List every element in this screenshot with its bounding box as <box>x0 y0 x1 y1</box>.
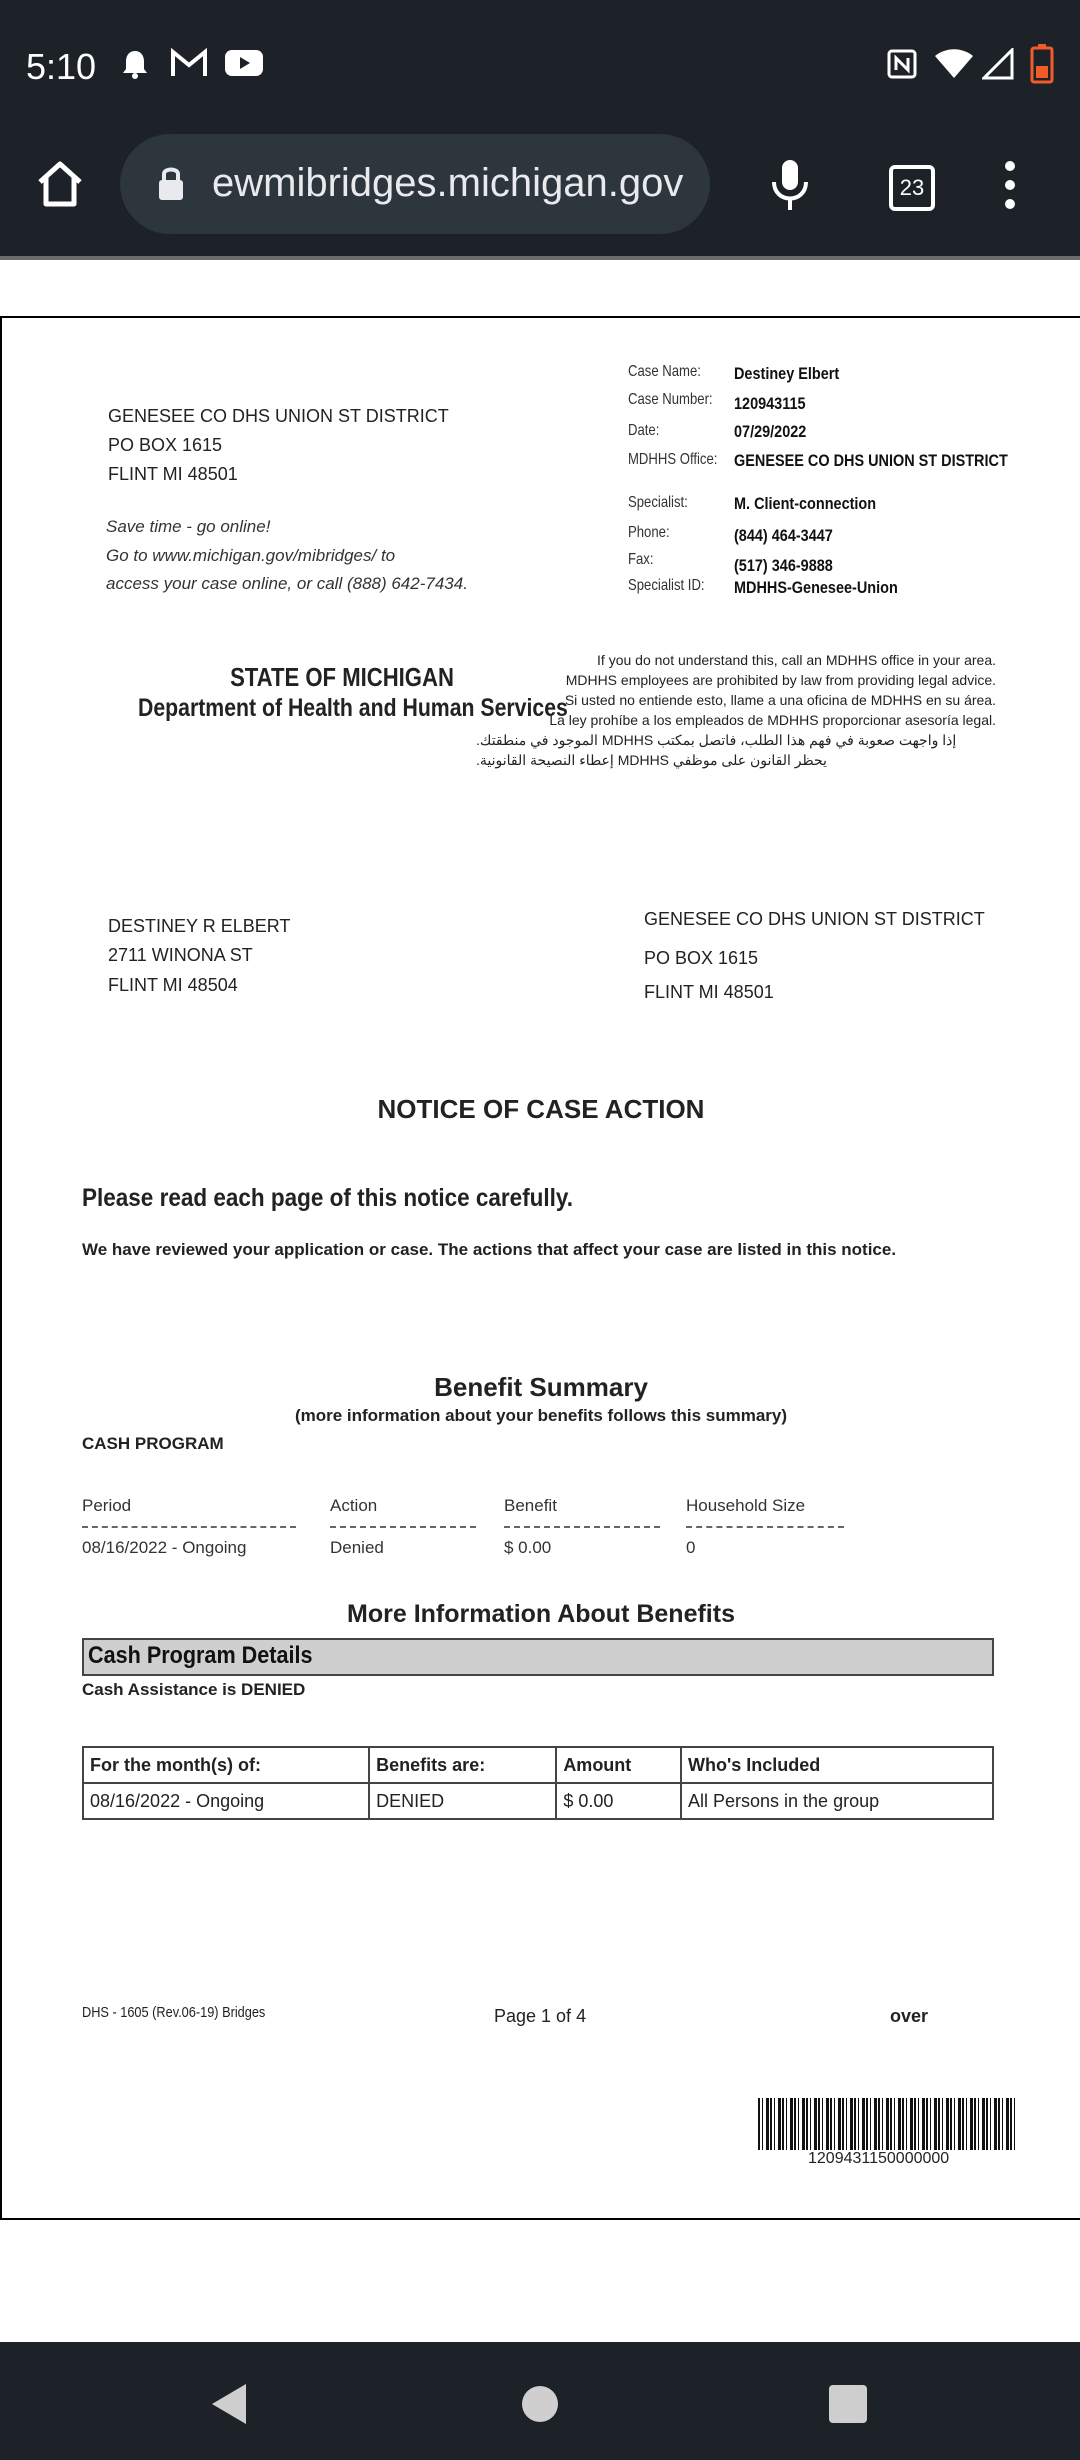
reviewed-note: We have reviewed your application or case. The actions that affect your case are listed in this notice. <box>82 1240 897 1259</box>
footer-over: over <box>890 2006 929 2026</box>
recents-icon[interactable] <box>828 2384 868 2424</box>
youtube-icon <box>224 48 264 78</box>
recipient-address-line: FLINT MI 48504 <box>108 975 238 995</box>
phone-value: (844) 464-3447 <box>734 526 833 545</box>
table-header: Who's Included <box>681 1747 993 1783</box>
url-bar[interactable] <box>120 134 710 234</box>
details-header-box <box>82 1638 994 1676</box>
fax-label: Fax: <box>628 551 654 568</box>
summary-cell: 08/16/2022 - Ongoing <box>82 1538 247 1557</box>
home-icon[interactable] <box>520 2384 560 2424</box>
language-notice-line: If you do not understand this, call an MDHHS office in your area. <box>597 652 996 668</box>
table-row <box>83 1783 993 1819</box>
url-text: ewmibridges.michigan.gov <box>212 161 684 205</box>
status-bar <box>0 0 1080 132</box>
barcode <box>758 2098 1018 2150</box>
read-note: Please read each page of this notice carefully. <box>82 1184 574 1212</box>
recipient-address-line: 2711 WINONA ST <box>108 945 253 965</box>
program-name: CASH PROGRAM <box>82 1434 224 1453</box>
department-title: Department of Health and Human Services <box>138 694 568 722</box>
case-number-label: Case Number: <box>628 391 713 408</box>
details-table <box>82 1746 994 1820</box>
column-rule <box>82 1526 296 1528</box>
return-address-line: FLINT MI 48501 <box>644 982 774 1002</box>
online-note-line: access your case online, or call (888) 642-7434. <box>106 574 468 593</box>
column-rule <box>686 1526 844 1528</box>
language-notice-line: إذا واجهت صعوبة في فهم هذا الطلب، فاتصل بمكتب MDHHS الموجود في منطقتك. <box>476 732 957 748</box>
toolbar-divider <box>0 256 1080 260</box>
summary-header: Action <box>330 1496 378 1515</box>
column-rule <box>330 1526 476 1528</box>
details-title: Cash Program Details <box>88 1642 313 1669</box>
status-time: 5:10 <box>26 46 97 87</box>
office-address-line: GENESEE CO DHS UNION ST DISTRICT <box>108 406 449 426</box>
case-number-value: 120943115 <box>734 394 806 413</box>
table-header: Benefits are: <box>369 1747 556 1783</box>
notification-bell-icon <box>120 48 150 80</box>
language-notice-line: يحظر القانون على موظفي MDHHS إعطاء النصيحة القانونية. <box>476 752 827 768</box>
date-label: Date: <box>628 422 660 439</box>
details-status: Cash Assistance is DENIED <box>82 1680 306 1699</box>
recipient-address-line: DESTINEY R ELBERT <box>108 916 291 936</box>
notice-document <box>0 316 1080 2220</box>
table-cell: 08/16/2022 - Ongoing <box>83 1783 369 1819</box>
specialist-id-value: MDHHS-Genesee-Union <box>734 578 898 597</box>
office-value: GENESEE CO DHS UNION ST DISTRICT <box>734 451 1008 470</box>
language-notice-line: La ley prohíbe a los empleados de MDHHS proporcionar asesoría legal. <box>549 712 996 728</box>
summary-header: Benefit <box>504 1496 557 1515</box>
signal-icon <box>982 48 1014 80</box>
column-rule <box>504 1526 660 1528</box>
benefit-summary-title: Benefit Summary <box>434 1372 648 1402</box>
office-label: MDHHS Office: <box>628 451 718 468</box>
home-button-icon[interactable] <box>34 158 86 210</box>
tab-switcher-button[interactable]: 23 <box>889 165 935 211</box>
more-info-title: More Information About Benefits <box>347 1600 735 1628</box>
return-address-line: PO BOX 1615 <box>644 948 759 968</box>
footer-page-number: Page 1 of 4 <box>494 2006 587 2026</box>
state-title: STATE OF MICHIGAN <box>230 662 454 692</box>
online-note-line: Save time - go online! <box>106 517 271 536</box>
office-address-line: FLINT MI 48501 <box>108 464 238 484</box>
office-address-line: PO BOX 1615 <box>108 435 223 455</box>
table-cell: All Persons in the group <box>681 1783 993 1819</box>
case-name-label: Case Name: <box>628 363 701 380</box>
case-name-value: Destiney Elbert <box>734 364 840 383</box>
summary-header: Period <box>82 1496 132 1515</box>
browser-toolbar <box>0 132 1080 256</box>
footer-form-id: DHS - 1605 (Rev.06-19) Bridges <box>82 2004 266 2021</box>
benefit-summary-subtitle: (more information about your benefits follows this summary) <box>294 1406 788 1425</box>
overflow-menu-icon[interactable] <box>1000 160 1020 210</box>
microphone-icon[interactable] <box>768 158 812 212</box>
nfc-icon <box>886 48 918 80</box>
language-notice-line: Si usted no entiende esto, llame a una oficina de MDHHS en su área. <box>564 692 996 708</box>
specialist-value: M. Client-connection <box>734 494 877 513</box>
summary-cell: Denied <box>330 1538 384 1557</box>
specialist-id-label: Specialist ID: <box>628 577 705 594</box>
language-notice-line: MDHHS employees are prohibited by law from providing legal advice. <box>565 672 996 688</box>
barcode-number: 1209431150000000 <box>808 2150 950 2167</box>
wifi-icon <box>934 48 974 80</box>
table-cell: DENIED <box>369 1783 556 1819</box>
summary-cell: 0 <box>686 1538 696 1557</box>
date-value: 07/29/2022 <box>734 422 807 441</box>
navigation-bar <box>0 2342 1080 2460</box>
phone-label: Phone: <box>628 524 670 541</box>
specialist-label: Specialist: <box>628 494 688 511</box>
back-icon[interactable] <box>208 2382 248 2426</box>
online-note-line: Go to www.michigan.gov/mibridges/ to <box>106 546 396 565</box>
table-header: For the month(s) of: <box>83 1747 369 1783</box>
table-cell: $ 0.00 <box>556 1783 681 1819</box>
language-notice <box>476 650 996 770</box>
notice-title: NOTICE OF CASE ACTION <box>377 1094 705 1124</box>
fax-value: (517) 346-9888 <box>734 556 833 575</box>
return-address-line: GENESEE CO DHS UNION ST DISTRICT <box>644 909 985 929</box>
summary-cell: $ 0.00 <box>504 1538 552 1557</box>
gmail-icon <box>170 48 208 78</box>
summary-header: Household Size <box>686 1496 806 1515</box>
battery-icon <box>1030 44 1054 84</box>
lock-icon <box>156 164 186 202</box>
table-header: Amount <box>556 1747 681 1783</box>
table-header-row <box>83 1747 993 1783</box>
